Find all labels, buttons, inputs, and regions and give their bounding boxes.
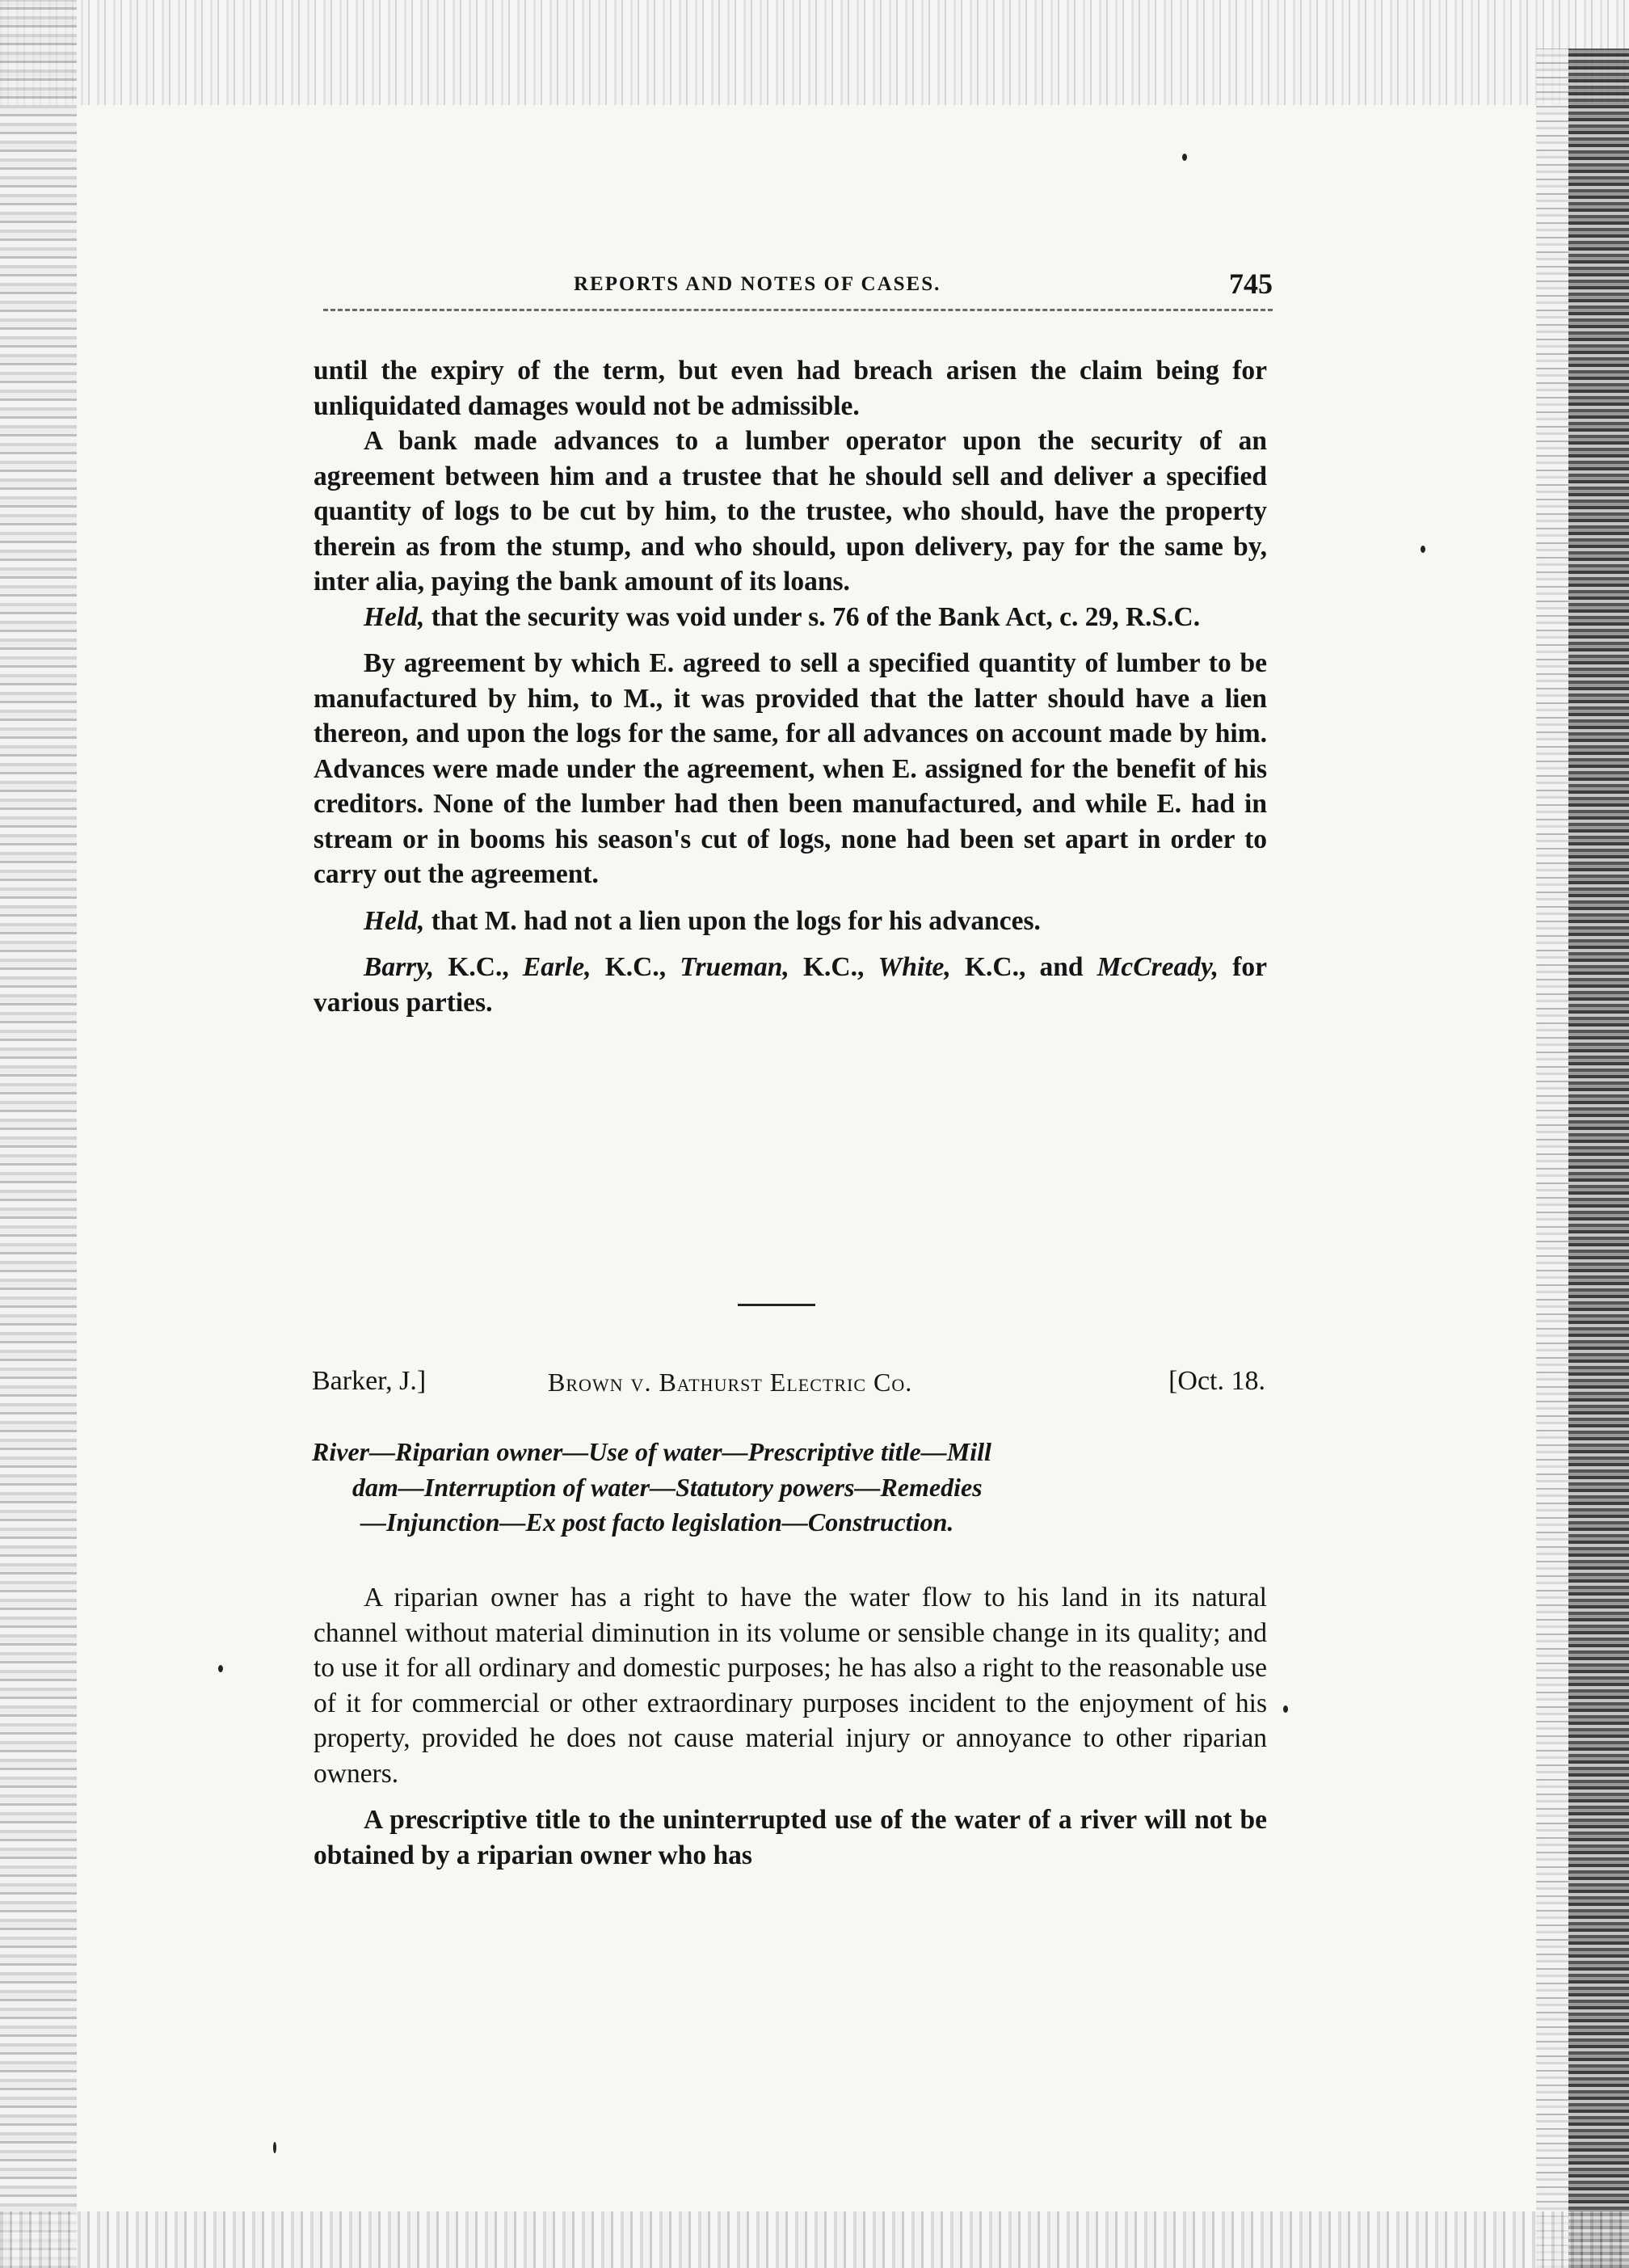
held-text: that M. had not a lien upon the logs for his advances. — [424, 905, 1041, 936]
ink-speck — [273, 2142, 276, 2153]
catchwords-line: —Injunction—Ex post facto legislation—Construction. — [360, 1507, 954, 1537]
counsel-text: for various parties. — [314, 952, 1267, 1018]
paragraph: A prescriptive title to the uninterrupted use of the water of a river will not be obtained by a riparian owner who has — [314, 1805, 1267, 1870]
case-date: [Oct. 18. — [1168, 1366, 1265, 1396]
paragraph: A bank made advances to a lumber operator upon the security of an agreement between him and a trustee that he should sell and deliver a specified quantity of logs to be cut by him, to the trustee, who should, have the property therein as from the stump, and who should, upon delivery, pay for the same by, inter alia, paying the bank amount of its loans. — [314, 426, 1267, 597]
counsel-name: McCready, — [1097, 952, 1219, 982]
held-label: Held, — [364, 601, 425, 632]
judge-name: Barker, J.] — [312, 1366, 427, 1396]
scan-edge-bottom — [0, 2211, 1629, 2268]
counsel-text: K.C., — [591, 952, 680, 982]
counsel-name: Barry, — [364, 952, 435, 982]
ink-speck — [1421, 546, 1425, 553]
scan-edge-right — [1568, 48, 1629, 2268]
scan-edge-left — [0, 0, 77, 2268]
section-divider — [738, 1304, 815, 1306]
ink-speck — [1283, 1705, 1288, 1713]
scan-edge-top — [0, 0, 1629, 105]
ink-speck — [218, 1665, 223, 1672]
counsel-name: Earle, — [522, 952, 591, 982]
paragraph: until the expiry of the term, but even had breach arisen the claim being for unliquidated damages would not be admissible. — [314, 356, 1267, 421]
page-number: 745 — [1229, 268, 1273, 300]
catchwords-line: dam—Interruption of water—Statutory powers—Remedies — [352, 1472, 983, 1502]
catchwords-line: River—Riparian owner—Use of water—Prescriptive title—Mill — [312, 1437, 991, 1466]
held-paragraph — [314, 600, 1267, 635]
held-label: Held, — [364, 905, 425, 936]
catchwords — [312, 1435, 1267, 1541]
counsel-name: White, — [878, 952, 951, 982]
case-header — [312, 1366, 1265, 1402]
paragraph: By agreement by which E. agreed to sell a specified quantity of lumber to be manufactured by him, to M., it was provided that the latter should have a lien thereon, and upon the logs for the same, for all advances on account made by him. Advances were made under the agreement, when E. assigned for the benefit of his creditors. None of the lumber had then been manufactured, and while E. had in stream or in booms his season's cut of logs, none had been set apart in order to carry out the agreement. — [314, 648, 1267, 889]
ink-speck — [1182, 154, 1187, 161]
page-header — [323, 267, 1273, 311]
counsel-text: K.C., — [789, 952, 878, 982]
counsel-text: K.C., and — [950, 952, 1097, 982]
first-case-text — [314, 353, 1267, 1020]
counsel-name: Trueman, — [680, 952, 789, 982]
held-text: that the security was void under s. 76 of the Bank Act, c. 29, R.S.C. — [424, 601, 1201, 632]
second-case-text — [314, 1580, 1267, 1873]
held-paragraph — [314, 904, 1267, 939]
running-head: REPORTS AND NOTES OF CASES. — [574, 273, 941, 295]
counsel-line — [314, 950, 1267, 1020]
case-title: Brown v. Bathurst Electric Co. — [548, 1368, 913, 1397]
scan-edge-right-inner — [1536, 48, 1568, 2268]
counsel-text: K.C., — [434, 952, 523, 982]
paragraph: A riparian owner has a right to have the water flow to his land in its natural channel without material diminution in its volume or sensible change in its quality; and to use it for all ordinary and domestic purposes; he has also a right to the reasonable use of it for commercial or other extraordinary purposes incident to the enjoyment of his property, provided he does not cause material injury or annoyance to other riparian owners. — [314, 1583, 1267, 1789]
